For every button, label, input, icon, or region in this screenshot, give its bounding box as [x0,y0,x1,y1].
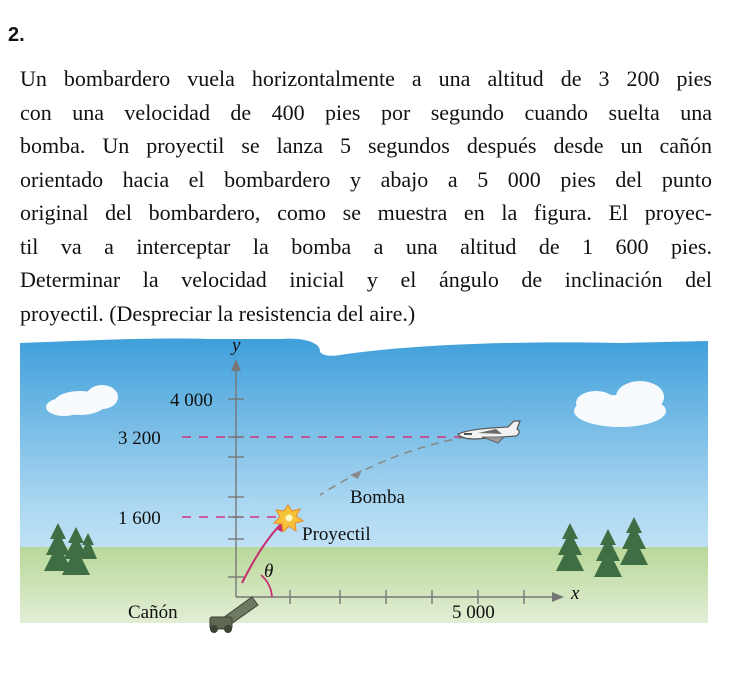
tick-label-4000: 4 000 [170,390,213,411]
angle-label: θ [264,561,274,582]
problem-statement [20,62,712,330]
figure-canvas [20,333,708,633]
y-axis-label: y [232,335,241,356]
statement-line: orientado hacia el bombardero y abajo a 5 000 pies del punto [20,166,712,192]
tick-label-5000: 5 000 [452,602,495,623]
projectile-label: Proyectil [302,524,371,545]
statement-line: proyectil. (Despreciar la resistencia del aire.) [20,300,416,326]
tick-label-3200: 3 200 [118,428,161,449]
cannon-label: Cañón [128,602,178,623]
trajectory-figure [20,333,708,633]
x-axis-label: x [571,583,580,604]
statement-line: Determinar la velocidad inicial y el ángulo de inclinación del [20,267,712,292]
problem-number: 2. [8,24,25,46]
statement-line: til va a interceptar la bomba a una altitud de 1 600 pies. [20,233,712,259]
statement-line: con una velocidad de 400 pies por segundo cuando suelta una [20,99,712,125]
tick-label-1600: 1 600 [118,508,161,529]
statement-line: original del bombardero, como se muestra en la figura. El proyec- [20,200,712,225]
statement-line: Un bombardero vuela horizontalmente a una altitud de 3 200 pies [20,66,712,91]
bomb-label: Bomba [350,487,405,508]
statement-line: bomba. Un proyectil se lanza 5 segundos después desde un cañón [20,133,712,158]
